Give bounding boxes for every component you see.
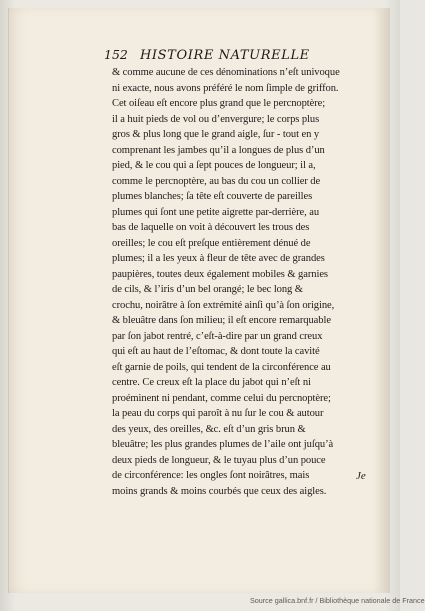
text-line: Cet oiſeau eſt encore plus grand que le percnoptère; xyxy=(112,98,326,109)
text-line: eſt garnie de poils, qui tendent de la circonférence au xyxy=(112,361,331,373)
catchword: Je xyxy=(356,470,366,482)
text-line: des yeux, des oreilles, &c. eſt d’un gris brun & xyxy=(112,423,306,435)
page-header xyxy=(104,46,366,64)
text-line: par ſon jabot rentré, c’eſt-à-dire par un grand creux xyxy=(112,330,323,342)
text-line: de cils, & l’iris d’un bel orangé; le bec long & xyxy=(112,284,303,295)
text-line: comme le percnoptère, au bas du cou un collier de xyxy=(112,175,321,187)
text-line: moins grands & moins courbés que ceux des aigles. xyxy=(112,485,327,497)
text-line: centre. Ce creux eſt la place du jabot qui n’eſt ni xyxy=(112,377,311,388)
text-line: & bleuâtre dans ſon milieu; il eſt encore remarquable xyxy=(112,315,331,326)
running-title: HISTOIRE NATURELLE xyxy=(140,48,310,63)
text-line: bleuâtre; les plus grandes plumes de l’aile ont juſqu’à xyxy=(112,439,334,450)
text-line: ni exacte, nous avons préféré le nom ſimple de griffon. xyxy=(112,82,339,94)
page-gutter-shadow xyxy=(373,8,389,593)
text-line: bas de laquelle on voit à découvert les trous des xyxy=(112,222,310,233)
text-line: gros & plus long que le grand aigle, ſur - tout en y xyxy=(112,129,320,140)
text-line: la peau du corps qui paroît à nu ſur le cou & autour xyxy=(112,408,324,419)
text-line: paupières, toutes deux également mobiles & garnies xyxy=(112,268,328,280)
text-line: plumes blanches; ſa tête eſt couverte de pareilles xyxy=(112,191,313,202)
text-line: plumes; il a les yeux à fleur de tête avec de grandes xyxy=(112,253,325,264)
page-number: 152 xyxy=(104,47,128,62)
text-line: proéminent ni pendant, comme celui du percnoptère; xyxy=(112,392,331,404)
text-line: plumes qui ſont une petite aigrette par-derrière, au xyxy=(112,206,320,218)
body-text xyxy=(112,65,366,499)
text-line: crochu, noirâtre à ſon extrémité ainſi qu’à ſon origine, xyxy=(112,299,335,311)
text-line: comprenant les jambes qu’il a longues de plus d’un xyxy=(112,144,325,156)
text-line: de circonférence: les ongles ſont noirâtres, mais xyxy=(112,470,310,481)
source-credit: Source gallica.bnf.fr / Bibliothèque nationale de France xyxy=(250,596,425,605)
text-line: il a huit pieds de vol ou d’envergure; le corps plus xyxy=(112,113,320,125)
text-line: & comme aucune de ces dénominations n’eſt univoque xyxy=(112,67,340,78)
text-line: qui eſt au haut de l’eſtomac, & dont toute la cavité xyxy=(112,346,320,357)
text-line: pied, & le cou qui a ſept pouces de longueur; il a, xyxy=(112,160,316,171)
text-line: deux pieds de longueur, & le tuyau plus d’un pouce xyxy=(112,454,326,466)
text-line: oreilles; le cou eſt preſque entièrement dénué de xyxy=(112,237,311,249)
